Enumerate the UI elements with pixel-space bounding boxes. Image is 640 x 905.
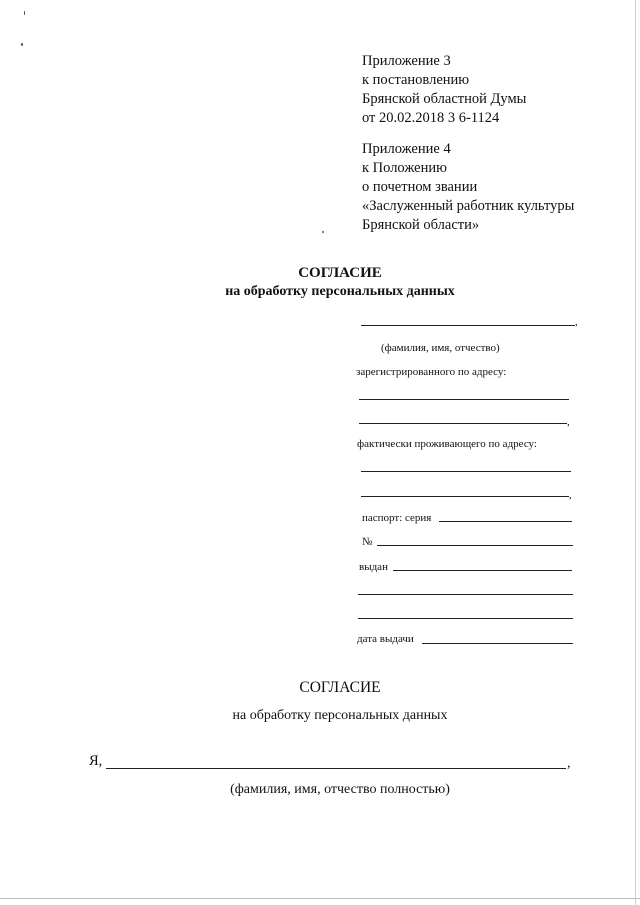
comma: , — [575, 316, 578, 328]
actual-address-line-1 — [361, 471, 571, 472]
scan-speck — [322, 231, 324, 233]
comma: , — [569, 489, 572, 501]
issued-by-line-3 — [358, 618, 573, 619]
heading1-subtitle: на обработку персональных данных — [225, 284, 455, 299]
issued-by-label: выдан — [359, 561, 388, 573]
comma: , — [567, 756, 571, 771]
heading2-title: СОГЛАСИЕ — [299, 679, 381, 696]
actual-address-label: фактически проживающего по адресу: — [357, 438, 537, 450]
full-name-caption: (фамилия, имя, отчество) — [381, 342, 500, 354]
scan-edge — [635, 0, 636, 905]
appendix3-line1: Приложение 3 — [362, 53, 451, 69]
appendix3-line4: от 20.02.2018 3 6-1124 — [362, 110, 500, 126]
appendix4-line1: Приложение 4 — [362, 141, 451, 157]
issued-by-line-2 — [358, 594, 573, 595]
passport-series-line — [439, 521, 572, 522]
appendix3-line2: к постановлению — [362, 72, 470, 88]
appendix4-line3: о почетном звании — [362, 179, 478, 195]
passport-series-label: паспорт: серия — [362, 512, 432, 524]
scan-edge — [0, 898, 640, 899]
appendix4-line5: Брянской области» — [362, 217, 480, 233]
full-name-line — [361, 325, 575, 326]
issue-date-label: дата выдачи — [357, 633, 414, 645]
scan-speck — [24, 11, 25, 15]
actual-address-line-2 — [361, 496, 569, 497]
registered-address-line-1 — [359, 399, 569, 400]
passport-number-line — [377, 545, 573, 546]
comma: , — [567, 416, 570, 428]
issued-by-line-1 — [393, 570, 572, 571]
scan-speck — [21, 43, 23, 46]
consent-full-name-line — [106, 768, 566, 769]
passport-number-label: № — [362, 536, 373, 548]
issue-date-line — [422, 643, 573, 644]
heading1-title: СОГЛАСИЕ — [298, 265, 382, 281]
appendix3-line3: Брянской областной Думы — [362, 91, 527, 107]
registered-address-label: зарегистрированного по адресу: — [356, 366, 507, 378]
registered-address-line-2 — [359, 423, 567, 424]
appendix4-line2: к Положению — [362, 160, 447, 176]
appendix4-line4: «Заслуженный работник культуры — [362, 198, 575, 214]
heading2-subtitle: на обработку персональных данных — [232, 708, 448, 723]
ya-label: Я, — [89, 753, 103, 769]
consent-full-name-caption: (фамилия, имя, отчество полностью) — [230, 782, 450, 797]
